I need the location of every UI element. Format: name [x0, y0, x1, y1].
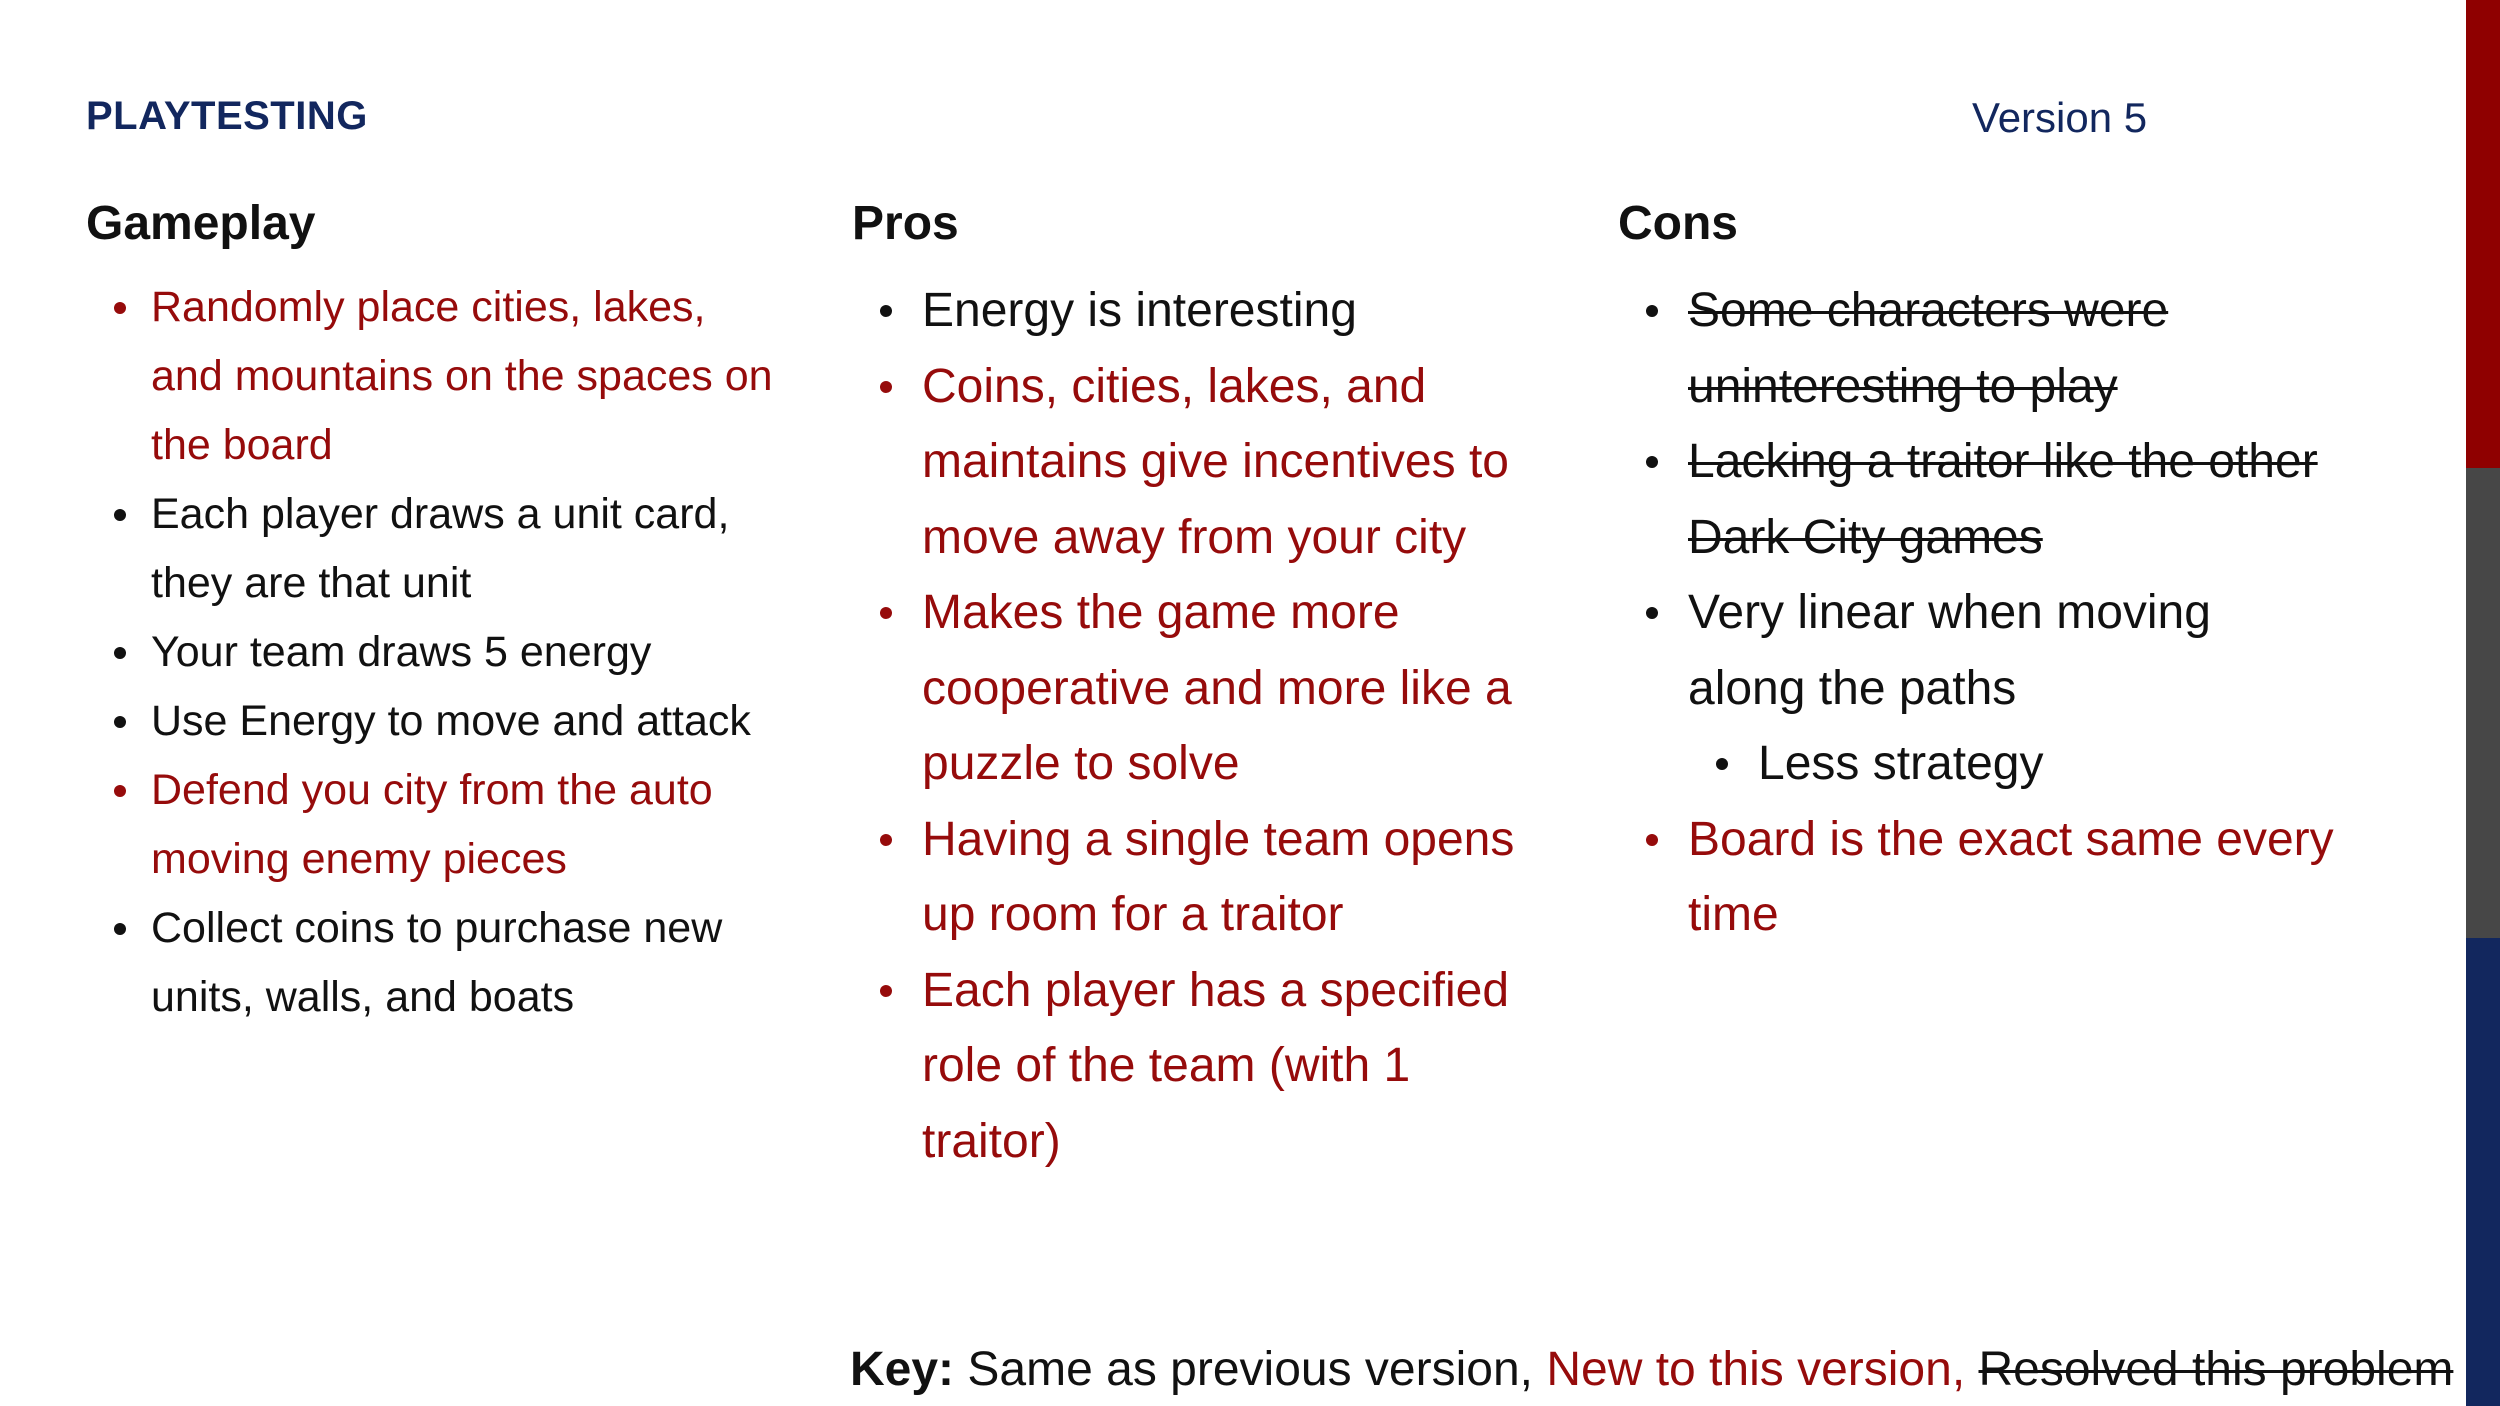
- gameplay-heading: Gameplay: [86, 197, 316, 250]
- cons-heading: Cons: [1618, 197, 1738, 250]
- key-same: Same as previous version,: [967, 1343, 1533, 1396]
- pros-item: Makes the game more cooperative and more like a puzzle to solve: [852, 575, 1552, 802]
- bullet-icon: [114, 923, 126, 935]
- gameplay-item: Your team draws 5 energy: [86, 618, 786, 687]
- bullet-icon: [1646, 305, 1658, 317]
- key-resolved: Resolved this problem: [1978, 1343, 2454, 1396]
- bullet-icon: [114, 647, 126, 659]
- pros-item: Coins, cities, lakes, and maintains give incentives to move away from your city: [852, 349, 1552, 576]
- version-label: Version 5: [1972, 94, 2148, 141]
- accent-bar-navy: [2466, 938, 2500, 1406]
- pros-list: [852, 273, 1552, 1179]
- bullet-icon: [880, 381, 892, 393]
- bullet-icon: [114, 509, 126, 521]
- pros-item: Each player has a specified role of the team (with 1 traitor): [852, 953, 1552, 1180]
- cons-subitem: Less strategy: [1688, 726, 2338, 802]
- bullet-icon: [1646, 607, 1658, 619]
- cons-item: Very linear when moving along the paths: [1618, 575, 2338, 726]
- gameplay-column: [86, 196, 786, 1032]
- bullet-icon: [880, 834, 892, 846]
- pros-column: [852, 196, 1552, 1179]
- cons-item: Lacking a traitor like the other Dark City games: [1618, 424, 2338, 575]
- cons-list: [1618, 273, 2338, 953]
- legend-key: [850, 1336, 2453, 1404]
- key-label: Key:: [850, 1343, 955, 1396]
- bullet-icon: [114, 716, 126, 728]
- bullet-icon: [114, 785, 126, 797]
- gameplay-item: Collect coins to purchase new units, walls, and boats: [86, 894, 786, 1032]
- bullet-icon: [880, 305, 892, 317]
- pros-heading: Pros: [852, 197, 959, 250]
- accent-bar-gray: [2466, 468, 2500, 938]
- accent-bar-red: [2466, 0, 2500, 468]
- bullet-icon: [1646, 834, 1658, 846]
- cons-column: [1618, 196, 2338, 953]
- gameplay-item: Randomly place cities, lakes, and mountains on the spaces on the board: [86, 273, 786, 480]
- bullet-icon: [1646, 456, 1658, 468]
- gameplay-item: Use Energy to move and attack: [86, 687, 786, 756]
- bullet-icon: [114, 302, 126, 314]
- key-new: New to this version,: [1546, 1343, 1966, 1396]
- cons-item: Board is the exact same every time: [1618, 802, 2338, 953]
- gameplay-list: [86, 273, 786, 1032]
- slide-title: PLAYTESTING: [86, 94, 368, 138]
- bullet-icon: [880, 607, 892, 619]
- gameplay-item: Defend you city from the auto moving enemy pieces: [86, 756, 786, 894]
- cons-item: Some characters were uninteresting to play: [1618, 273, 2338, 424]
- pros-item: Having a single team opens up room for a traitor: [852, 802, 1552, 953]
- gameplay-item: Each player draws a unit card, they are that unit: [86, 480, 786, 618]
- bullet-icon: [1716, 758, 1728, 770]
- pros-item: Energy is interesting: [852, 273, 1552, 349]
- bullet-icon: [880, 985, 892, 997]
